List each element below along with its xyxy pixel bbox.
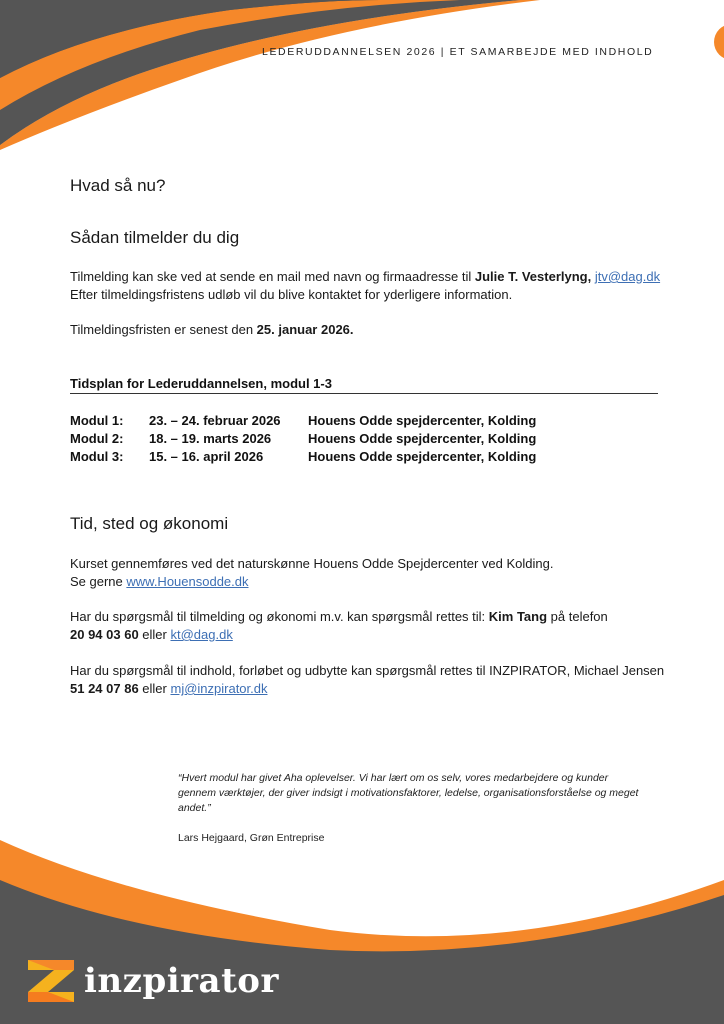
venue-line-1: Kurset gennemføres ved det naturskønne Houens Odde Spejdercenter ved Kolding. — [70, 556, 554, 571]
deadline-text: Tilmeldingsfristen er senest den — [70, 322, 257, 337]
contact-economy-or: eller — [138, 627, 171, 642]
venue-see-text: Se gerne — [70, 574, 127, 589]
contact-content-phone: 51 24 07 86 — [70, 681, 139, 696]
schedule-module: Modul 1: — [70, 413, 124, 428]
schedule-dates: 23. – 24. februar 2026 — [149, 413, 281, 428]
contact-email-link[interactable]: jtv@dag.dk — [594, 269, 661, 284]
contact-economy-email-link[interactable]: kt@dag.dk — [170, 627, 233, 642]
inzpirator-logo-text: inzpirator — [84, 961, 279, 1001]
heading-tilmelding: Sådan tilmelder du dig — [70, 228, 240, 247]
heading-tid-sted-oekonomi: Tid, sted og økonomi — [70, 514, 229, 533]
schedule-place: Houens Odde spejdercenter, Kolding — [308, 431, 537, 446]
contact-name: Julie T. Vesterlyng, — [474, 269, 592, 284]
contact-economy-line-1 — [70, 608, 608, 626]
heading-hvad-saa-nu: Hvad så nu? — [70, 176, 166, 195]
schedule-title: Tidsplan for Lederuddannelsen, modul 1-3 — [70, 376, 332, 391]
signup-line-1 — [70, 268, 660, 286]
schedule-place: Houens Odde spejdercenter, Kolding — [308, 413, 537, 428]
schedule-dates: 15. – 16. april 2026 — [149, 449, 264, 464]
inzpirator-logo-icon — [26, 958, 76, 1004]
testimonial-author: Lars Hejgaard, Grøn Entreprise — [178, 832, 325, 844]
testimonial-quote: “Hvert modul har givet Aha oplevelser. Vi har lært om os selv, vores medarbejdere og kunder gennem værktøjer, der giver indsigt i motivationsfaktorer, ledelse, organisationsforståelse og meget andet.” — [178, 772, 639, 814]
contact-content-or: eller — [138, 681, 171, 696]
inzpirator-logo — [26, 958, 279, 1004]
schedule-row — [70, 412, 536, 430]
schedule-dates: 18. – 19. marts 2026 — [149, 431, 272, 446]
schedule-module: Modul 3: — [70, 449, 124, 464]
schedule-module: Modul 2: — [70, 431, 124, 446]
schedule-place: Houens Odde spejdercenter, Kolding — [308, 449, 537, 464]
schedule-row — [70, 430, 536, 448]
contact-economy-text: Har du spørgsmål til tilmelding og økonomi m.v. kan spørgsmål rettes til: — [70, 609, 489, 624]
schedule-table — [70, 412, 536, 466]
signup-line-2: Efter tilmeldingsfristens udløb vil du blive kontaktet for yderligere information. — [70, 287, 513, 302]
deadline-date: 25. januar 2026. — [256, 322, 354, 337]
venue-website-link[interactable]: www.Houensodde.dk — [126, 574, 249, 589]
schedule-row — [70, 448, 536, 466]
contact-content-line-2 — [70, 680, 268, 698]
venue-line-2 — [70, 573, 249, 591]
header-title: LEDERUDDANNELSEN 2026 | ET SAMARBEJDE MED INDHOLD — [262, 46, 654, 58]
deadline-line — [70, 321, 354, 339]
contact-economy-phone: 20 94 03 60 — [70, 627, 139, 642]
signup-text: Tilmelding kan ske ved at sende en mail med navn og firmaadresse til — [70, 269, 475, 284]
schedule-divider — [70, 393, 658, 394]
contact-economy-line-2 — [70, 626, 233, 644]
header-decoration — [0, 0, 724, 160]
contact-economy-name: Kim Tang — [488, 609, 548, 624]
contact-content-email-link[interactable]: mj@inzpirator.dk — [170, 681, 268, 696]
contact-economy-phone-label: på telefon — [547, 609, 608, 624]
contact-content-line-1: Har du spørgsmål til indhold, forløbet og udbytte kan spørgsmål rettes til INZPIRATOR, Michael Jensen — [70, 663, 665, 678]
